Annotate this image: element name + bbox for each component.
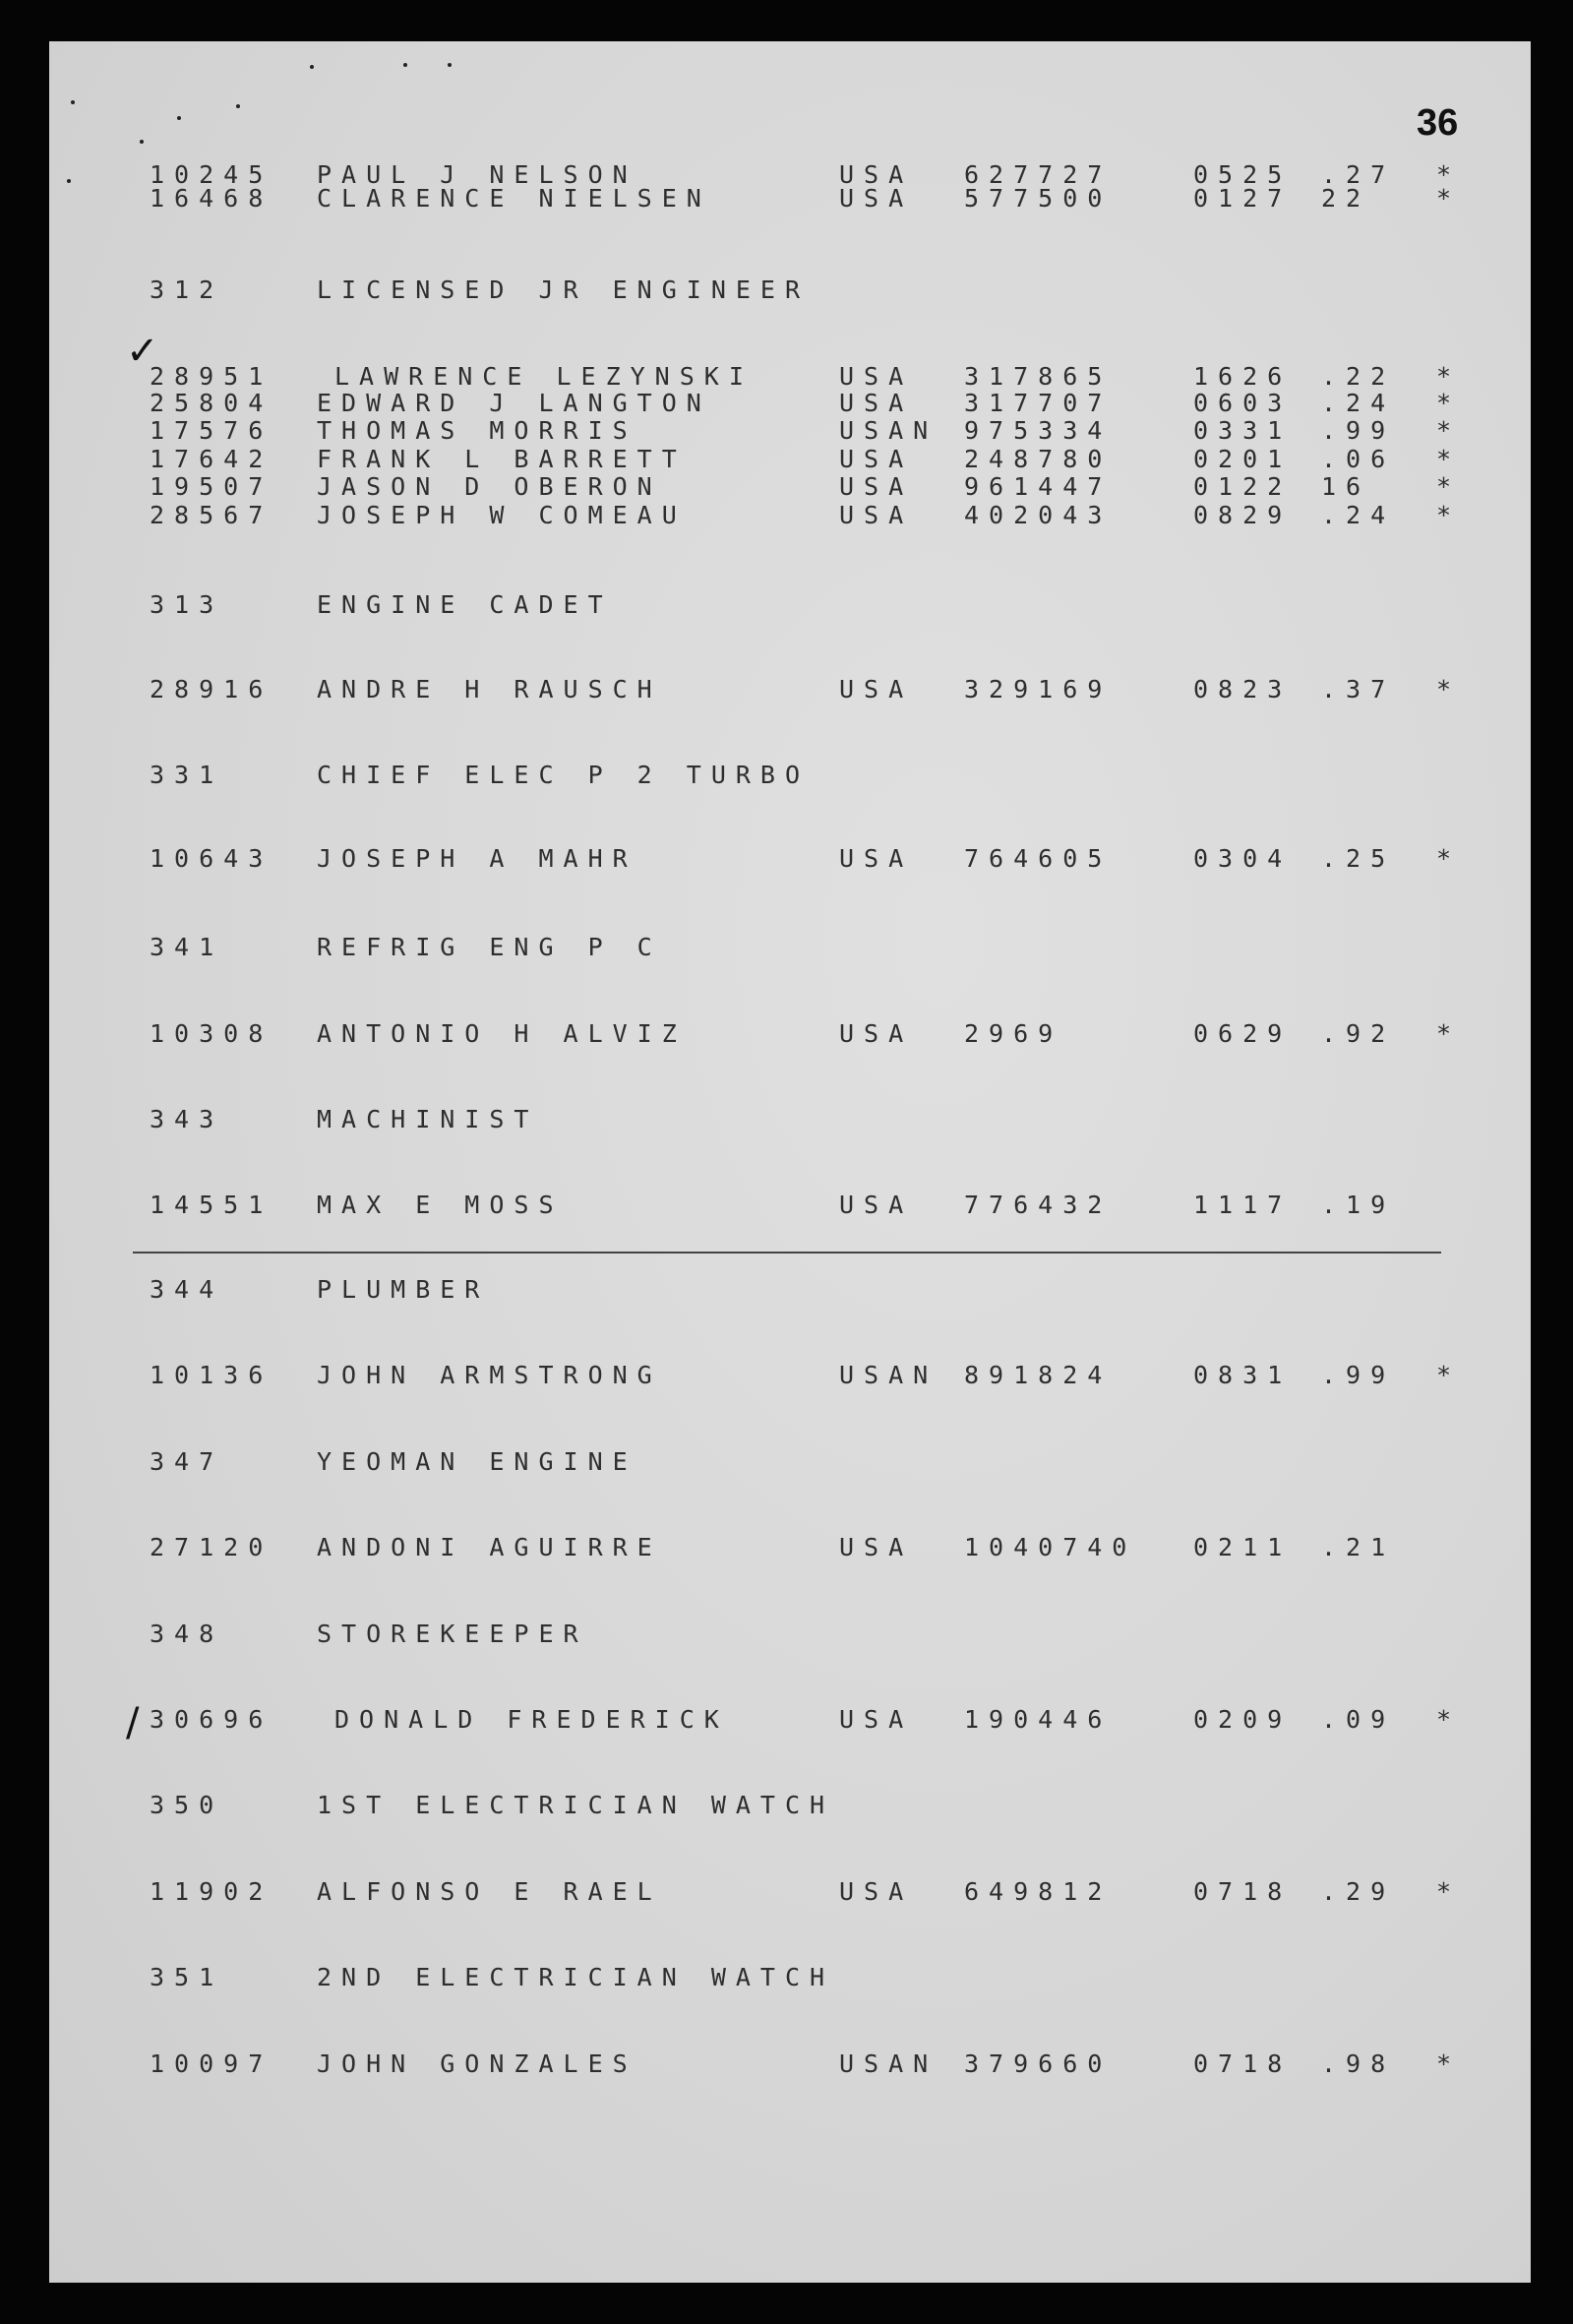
entry-date: 0127 — [1193, 184, 1293, 213]
entry-number: 649812 — [964, 1877, 1113, 1906]
entry-rate: .19 — [1321, 1191, 1396, 1219]
entry-mark: * — [1436, 675, 1462, 703]
entry-number: 891824 — [964, 1361, 1113, 1389]
entry-name: LAWRENCE LEZYNSKI — [334, 362, 754, 391]
entry-number: 402043 — [964, 501, 1113, 529]
entry-number: 1040740 — [964, 1533, 1137, 1561]
entry-nationality: USA — [839, 501, 914, 529]
entry-number: 975334 — [964, 416, 1113, 445]
entry-date: 0629 — [1193, 1019, 1293, 1048]
entry-date: 0831 — [1193, 1361, 1293, 1389]
entry-name: JOHN GONZALES — [317, 2049, 637, 2078]
entry-code: 14551 — [150, 1191, 273, 1219]
entry-nationality: USA — [839, 362, 914, 391]
entry-date: 0603 — [1193, 389, 1293, 417]
entry-rate: .99 — [1321, 416, 1396, 445]
entry-mark: * — [1436, 362, 1462, 391]
entry-date: 1117 — [1193, 1191, 1293, 1219]
entry-date: 0525 — [1193, 160, 1293, 189]
entry-date: 0829 — [1193, 501, 1293, 529]
entry-name: ANDONI AGUIRRE — [317, 1533, 662, 1561]
entry-nationality: USA — [839, 160, 914, 189]
entry-code: 11902 — [150, 1877, 273, 1906]
entry-rate: 16 — [1321, 472, 1371, 501]
entry-code: 19507 — [150, 472, 273, 501]
entry-code: 16468 — [150, 184, 273, 213]
entry-number: 627727 — [964, 160, 1113, 189]
entry-nationality: USA — [839, 184, 914, 213]
entry-nationality: USA — [839, 1019, 914, 1048]
entry-nationality: USA — [839, 1533, 914, 1561]
entry-mark: * — [1436, 472, 1462, 501]
section-title: STOREKEEPER — [317, 1620, 588, 1648]
entry-date: 0823 — [1193, 675, 1293, 703]
section-code: 344 — [150, 1275, 224, 1304]
entry-nationality: USA — [839, 1705, 914, 1734]
section-title: REFRIG ENG P C — [317, 933, 662, 961]
entry-code: 17642 — [150, 445, 273, 473]
section-code: 343 — [150, 1105, 224, 1133]
section-title: MACHINIST — [317, 1105, 539, 1133]
section-title: 2ND ELECTRICIAN WATCH — [317, 1963, 835, 1991]
entry-name: THOMAS MORRIS — [317, 416, 637, 445]
section-title: LICENSED JR ENGINEER — [317, 275, 811, 304]
entry-code: 10308 — [150, 1019, 273, 1048]
entry-mark: * — [1436, 1877, 1462, 1906]
entry-rate: .21 — [1321, 1533, 1396, 1561]
speck — [403, 63, 407, 67]
entry-date: 0304 — [1193, 844, 1293, 873]
section-code: 341 — [150, 933, 224, 961]
entry-code: 28916 — [150, 675, 273, 703]
entry-rate: .24 — [1321, 501, 1396, 529]
entry-mark: * — [1436, 1361, 1462, 1389]
entry-nationality: USA — [839, 472, 914, 501]
entry-number: 776432 — [964, 1191, 1113, 1219]
entry-rate: .99 — [1321, 1361, 1396, 1389]
strike-through-line — [133, 1252, 1441, 1254]
entry-nationality: USA — [839, 1877, 914, 1906]
entry-rate: 22 — [1321, 184, 1371, 213]
entry-name: JASON D OBERON — [317, 472, 662, 501]
section-code: 351 — [150, 1963, 224, 1991]
entry-rate: .24 — [1321, 389, 1396, 417]
entry-number: 379660 — [964, 2049, 1113, 2078]
entry-date: 1626 — [1193, 362, 1293, 391]
entry-name: PAUL J NELSON — [317, 160, 637, 189]
entry-date: 0718 — [1193, 1877, 1293, 1906]
entry-name: MAX E MOSS — [317, 1191, 564, 1219]
entry-rate: .29 — [1321, 1877, 1396, 1906]
section-title: PLUMBER — [317, 1275, 490, 1304]
section-code: 350 — [150, 1791, 224, 1819]
entry-mark: * — [1436, 1019, 1462, 1048]
entry-number: 961447 — [964, 472, 1113, 501]
speck — [236, 104, 240, 108]
entry-rate: .09 — [1321, 1705, 1396, 1734]
check-mark-icon: ✓ — [126, 329, 159, 374]
entry-nationality: USAN — [839, 416, 938, 445]
entry-code: 10643 — [150, 844, 273, 873]
entry-nationality: USA — [839, 445, 914, 473]
entry-rate: .25 — [1321, 844, 1396, 873]
speck — [310, 65, 314, 69]
entry-mark: * — [1436, 2049, 1462, 2078]
entry-mark: * — [1436, 844, 1462, 873]
section-title: CHIEF ELEC P 2 TURBO — [317, 761, 811, 789]
section-code: 348 — [150, 1620, 224, 1648]
entry-name: JOSEPH W COMEAU — [317, 501, 687, 529]
entry-code: 30696 — [150, 1705, 273, 1734]
entry-name: JOHN ARMSTRONG — [317, 1361, 662, 1389]
entry-code: 25804 — [150, 389, 273, 417]
document-page — [49, 41, 1531, 2283]
entry-mark: * — [1436, 184, 1462, 213]
entry-nationality: USAN — [839, 2049, 938, 2078]
section-code: 331 — [150, 761, 224, 789]
entry-rate: .37 — [1321, 675, 1396, 703]
speck — [140, 140, 144, 144]
entry-rate: .06 — [1321, 445, 1396, 473]
entry-number: 317707 — [964, 389, 1113, 417]
entry-name: ALFONSO E RAEL — [317, 1877, 662, 1906]
entry-name: ANTONIO H ALVIZ — [317, 1019, 687, 1048]
entry-nationality: USA — [839, 675, 914, 703]
entry-mark: * — [1436, 389, 1462, 417]
entry-code: 17576 — [150, 416, 273, 445]
entry-rate: .92 — [1321, 1019, 1396, 1048]
entry-nationality: USA — [839, 844, 914, 873]
entry-date: 0122 — [1193, 472, 1293, 501]
entry-code: 10136 — [150, 1361, 273, 1389]
entry-code: 28951 — [150, 362, 273, 391]
section-title: YEOMAN ENGINE — [317, 1447, 637, 1476]
check-mark-icon: / — [126, 1700, 140, 1745]
section-code: 347 — [150, 1447, 224, 1476]
section-code: 313 — [150, 590, 224, 619]
speck — [177, 116, 181, 120]
entry-code: 10245 — [150, 160, 273, 189]
entry-number: 2969 — [964, 1019, 1063, 1048]
entry-nationality: USA — [839, 389, 914, 417]
entry-mark: * — [1436, 1705, 1462, 1734]
entry-mark: * — [1436, 501, 1462, 529]
entry-name: EDWARD J LANGTON — [317, 389, 711, 417]
entry-date: 0211 — [1193, 1533, 1293, 1561]
entry-name: JOSEPH A MAHR — [317, 844, 637, 873]
entry-code: 10097 — [150, 2049, 273, 2078]
section-code: 312 — [150, 275, 224, 304]
entry-number: 190446 — [964, 1705, 1113, 1734]
section-title: 1ST ELECTRICIAN WATCH — [317, 1791, 835, 1819]
entry-date: 0718 — [1193, 2049, 1293, 2078]
entry-mark: * — [1436, 160, 1462, 189]
page-number: 36 — [1417, 102, 1459, 144]
entry-mark: * — [1436, 445, 1462, 473]
entry-rate: .27 — [1321, 160, 1396, 189]
entry-rate: .98 — [1321, 2049, 1396, 2078]
entry-mark: * — [1436, 416, 1462, 445]
entry-number: 329169 — [964, 675, 1113, 703]
speck — [448, 63, 452, 67]
entry-code: 28567 — [150, 501, 273, 529]
speck — [67, 179, 71, 183]
entry-date: 0331 — [1193, 416, 1293, 445]
entry-nationality: USA — [839, 1191, 914, 1219]
entry-number: 317865 — [964, 362, 1113, 391]
entry-date: 0201 — [1193, 445, 1293, 473]
entry-rate: .22 — [1321, 362, 1396, 391]
entry-number: 577500 — [964, 184, 1113, 213]
speck — [71, 100, 75, 104]
entry-code: 27120 — [150, 1533, 273, 1561]
entry-name: FRANK L BARRETT — [317, 445, 687, 473]
entry-name: ANDRE H RAUSCH — [317, 675, 662, 703]
section-title: ENGINE CADET — [317, 590, 613, 619]
entry-nationality: USAN — [839, 1361, 938, 1389]
entry-name: CLARENCE NIELSEN — [317, 184, 711, 213]
entry-name: DONALD FREDERICK — [334, 1705, 729, 1734]
entry-date: 0209 — [1193, 1705, 1293, 1734]
entry-number: 248780 — [964, 445, 1113, 473]
entry-number: 764605 — [964, 844, 1113, 873]
